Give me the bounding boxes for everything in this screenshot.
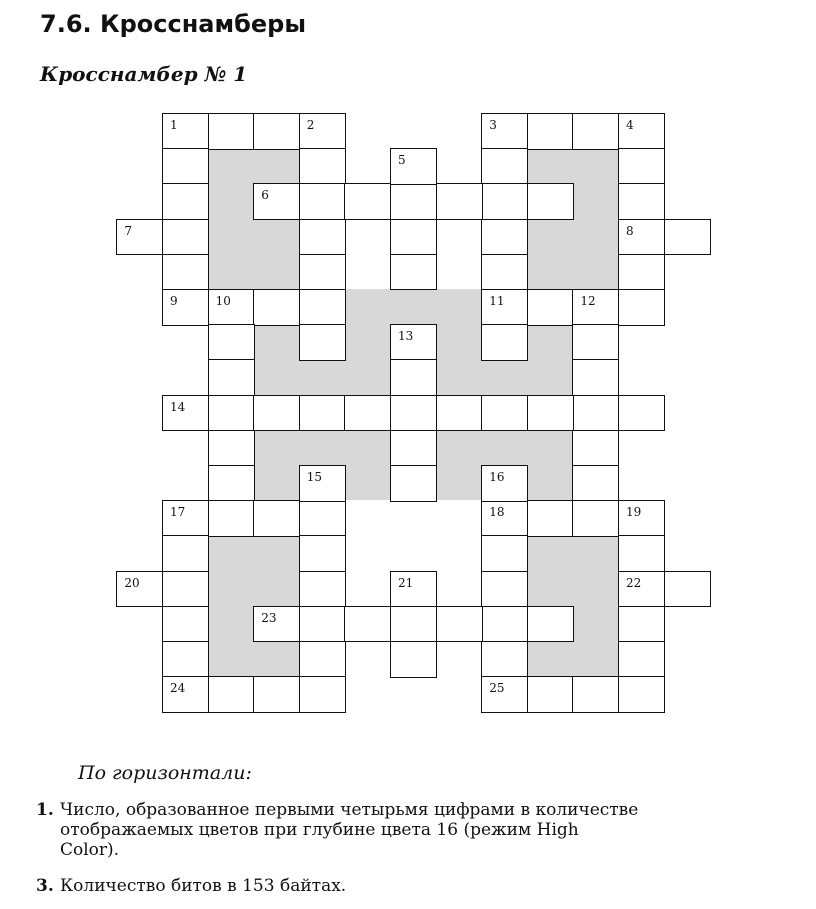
grid-cell[interactable] xyxy=(208,676,255,713)
grid-cell[interactable] xyxy=(299,641,346,678)
clue-text-line: Число, образованное первыми четырьмя цифрами в количестве xyxy=(60,800,639,820)
grid-cell[interactable] xyxy=(618,289,665,326)
grid-cell[interactable] xyxy=(572,324,619,361)
grid-cell[interactable] xyxy=(390,641,437,678)
cell-number: 6 xyxy=(261,188,269,203)
clue-text-line: отображаемых цветов при глубине цвета 16 (режим High xyxy=(60,820,579,840)
clue-text-line: Color). xyxy=(60,840,120,860)
grid-cell[interactable] xyxy=(481,183,528,220)
grid-cell[interactable] xyxy=(436,183,483,220)
cell-number: 7 xyxy=(124,223,133,238)
cell-number: 13 xyxy=(398,329,414,344)
grid-cell[interactable] xyxy=(299,289,346,326)
grid-cell[interactable] xyxy=(572,430,619,467)
grid-cell[interactable] xyxy=(253,500,300,537)
clue-number: 3. xyxy=(36,876,54,896)
grid-cell[interactable] xyxy=(481,606,528,643)
cell-number: 1 xyxy=(170,118,178,132)
grid-cell[interactable] xyxy=(390,183,437,220)
grid-cell[interactable] xyxy=(481,571,528,608)
grid-cell[interactable] xyxy=(390,219,437,256)
grid-cell[interactable] xyxy=(618,606,665,643)
grid-cell[interactable] xyxy=(162,641,209,678)
cell-number: 24 xyxy=(170,681,186,696)
grid-cell[interactable] xyxy=(162,571,209,608)
cell-number: 19 xyxy=(626,505,642,520)
grid-cell[interactable] xyxy=(162,219,209,256)
cell-number: 14 xyxy=(170,399,186,414)
grid-cell[interactable] xyxy=(618,676,665,713)
grid-cell[interactable] xyxy=(527,676,574,713)
grid-cell[interactable] xyxy=(527,395,574,432)
grid-cell[interactable] xyxy=(618,183,665,220)
grid-cell[interactable] xyxy=(618,535,665,572)
clue-number: 1. xyxy=(36,800,54,820)
grid-cell[interactable] xyxy=(344,606,391,643)
grid-cell[interactable] xyxy=(572,500,619,537)
cell-number: 22 xyxy=(626,575,642,590)
grid-cell[interactable] xyxy=(299,219,346,256)
grid-cell[interactable] xyxy=(390,465,437,502)
cell-number: 3 xyxy=(489,118,497,132)
grid-cell[interactable] xyxy=(618,148,665,185)
grid-cell[interactable] xyxy=(162,183,209,220)
grid-cell[interactable] xyxy=(299,571,346,608)
grid-cell[interactable] xyxy=(618,395,665,432)
clues-heading: По горизонтали: xyxy=(78,762,252,784)
cell-number: 18 xyxy=(489,505,505,520)
cell-number: 12 xyxy=(580,294,596,308)
grid-cell[interactable] xyxy=(481,395,528,432)
grid-cell[interactable] xyxy=(618,254,665,291)
grid-cell[interactable] xyxy=(208,465,255,502)
grid-cell[interactable] xyxy=(299,183,346,220)
grid-cell[interactable] xyxy=(527,289,574,326)
grid-cell[interactable] xyxy=(162,606,209,643)
grid-cell[interactable] xyxy=(481,254,528,291)
puzzle-title: Кросснамбер № 1 xyxy=(40,62,248,86)
grid-cell[interactable] xyxy=(481,535,528,572)
cell-number: 25 xyxy=(489,681,505,696)
grid-cell[interactable] xyxy=(527,606,574,643)
grid-cell[interactable] xyxy=(390,254,437,291)
cell-number: 21 xyxy=(398,575,414,590)
grid-cell[interactable] xyxy=(572,676,619,713)
grid-cell[interactable] xyxy=(253,113,300,150)
grid-cell[interactable] xyxy=(572,113,619,150)
grid-cell[interactable] xyxy=(527,500,574,537)
clue-text-line: Количество битов в 153 байтах. xyxy=(60,876,347,896)
grid-cell[interactable] xyxy=(664,571,711,608)
grid-cell[interactable] xyxy=(481,641,528,678)
grid-cell[interactable] xyxy=(253,676,300,713)
cell-number: 8 xyxy=(626,223,634,238)
cell-number: 4 xyxy=(626,118,634,132)
grid-cell[interactable] xyxy=(481,219,528,256)
grid-cell[interactable] xyxy=(208,324,255,361)
cell-number: 10 xyxy=(215,294,231,308)
grid-cell[interactable] xyxy=(299,535,346,572)
grid-cell[interactable] xyxy=(299,606,346,643)
grid-cell[interactable] xyxy=(208,359,255,396)
cell-number: 15 xyxy=(306,470,323,484)
clue-item xyxy=(36,876,346,896)
grid-cell[interactable] xyxy=(390,430,437,467)
grid-cell[interactable] xyxy=(208,430,255,467)
grid-cell[interactable] xyxy=(436,606,483,643)
cell-number: 9 xyxy=(170,294,178,308)
grid-cell[interactable] xyxy=(527,183,574,220)
grid-cell[interactable] xyxy=(208,500,255,537)
grid-cell[interactable] xyxy=(390,606,437,643)
grid-cell[interactable] xyxy=(618,641,665,678)
grid-cell[interactable] xyxy=(481,324,528,361)
grid-cell[interactable] xyxy=(299,324,346,361)
grid-cell[interactable] xyxy=(390,359,437,396)
grid-cell[interactable] xyxy=(162,535,209,572)
grid-cell[interactable] xyxy=(299,395,346,432)
grid-cell[interactable] xyxy=(299,676,346,713)
grid-cell[interactable] xyxy=(436,395,483,432)
grid-cell[interactable] xyxy=(344,395,391,432)
cell-number: 17 xyxy=(170,505,186,520)
grid-cell[interactable] xyxy=(253,395,300,432)
grid-cell[interactable] xyxy=(299,254,346,291)
grid-cell[interactable] xyxy=(527,113,574,150)
grid-cell[interactable] xyxy=(162,254,209,291)
grid-cell[interactable] xyxy=(390,395,437,432)
section-title: 7.6. Кросснамберы xyxy=(40,10,307,38)
cell-number: 16 xyxy=(489,470,505,484)
clue-item xyxy=(36,800,638,860)
cell-number: 2 xyxy=(306,118,315,132)
grid-cell[interactable] xyxy=(572,395,619,432)
grid-cell[interactable] xyxy=(572,359,619,396)
cell-number: 11 xyxy=(489,294,505,308)
grid-cell[interactable] xyxy=(208,395,255,432)
grid-cell[interactable] xyxy=(664,219,711,256)
grid-cell[interactable] xyxy=(162,148,209,185)
grid-cell[interactable] xyxy=(344,183,391,220)
cell-number: 23 xyxy=(261,610,277,625)
grid-cell[interactable] xyxy=(299,148,346,185)
grid-cell[interactable] xyxy=(208,113,255,150)
grid-cell[interactable] xyxy=(481,148,528,185)
cell-number: 20 xyxy=(124,575,140,590)
grid-cell[interactable] xyxy=(572,465,619,502)
grid-cell[interactable] xyxy=(253,289,300,326)
grid-cell[interactable] xyxy=(299,500,346,537)
cell-number: 5 xyxy=(398,153,406,168)
